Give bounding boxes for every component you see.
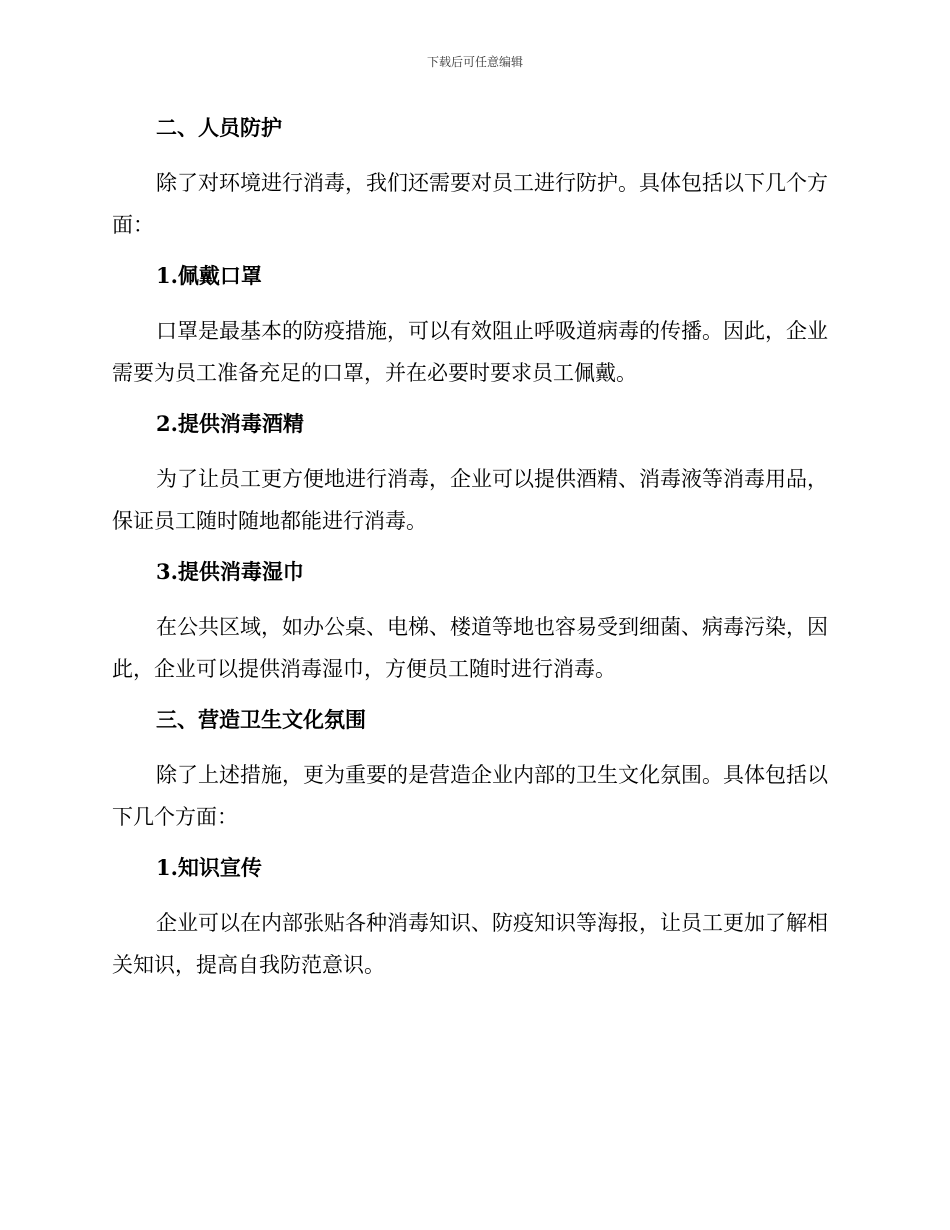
paragraph-personnel-protection-intro: 除了对环境进行消毒，我们还需要对员工进行防护。具体包括以下几个方面： [112, 171, 828, 237]
paragraph-knowledge-promotion: 企业可以在内部张贴各种消毒知识、防疫知识等海报，让员工更加了解相关知识，提高自我防范意识。 [112, 911, 828, 977]
section-heading-personnel-protection: 二、人员防护 [156, 115, 282, 140]
subheading-wear-masks: 1.佩戴口罩 [156, 263, 262, 288]
section-heading-hygiene-culture: 三、营造卫生文化氛围 [156, 707, 366, 732]
subheading-provide-alcohol: 2.提供消毒酒精 [156, 411, 304, 436]
paragraph-provide-alcohol: 为了让员工更方便地进行消毒，企业可以提供酒精、消毒液等消毒用品，保证员工随时随地都能进行消毒。 [112, 467, 828, 533]
subheading-knowledge-promotion: 1.知识宣传 [156, 855, 262, 880]
page-header-note: 下载后可任意编辑 [426, 55, 523, 69]
paragraph-wear-masks: 口罩是最基本的防疫措施，可以有效阻止呼吸道病毒的传播。因此，企业需要为员工准备充足的口罩，并在必要时要求员工佩戴。 [112, 319, 828, 385]
subheading-provide-wipes: 3.提供消毒湿巾 [156, 559, 304, 584]
paragraph-hygiene-culture-intro: 除了上述措施，更为重要的是营造企业内部的卫生文化氛围。具体包括以下几个方面： [112, 763, 828, 829]
document-body [112, 109, 832, 986]
paragraph-provide-wipes: 在公共区域，如办公桌、电梯、楼道等地也容易受到细菌、病毒污染，因此，企业可以提供消毒湿巾，方便员工随时进行消毒。 [112, 615, 828, 681]
